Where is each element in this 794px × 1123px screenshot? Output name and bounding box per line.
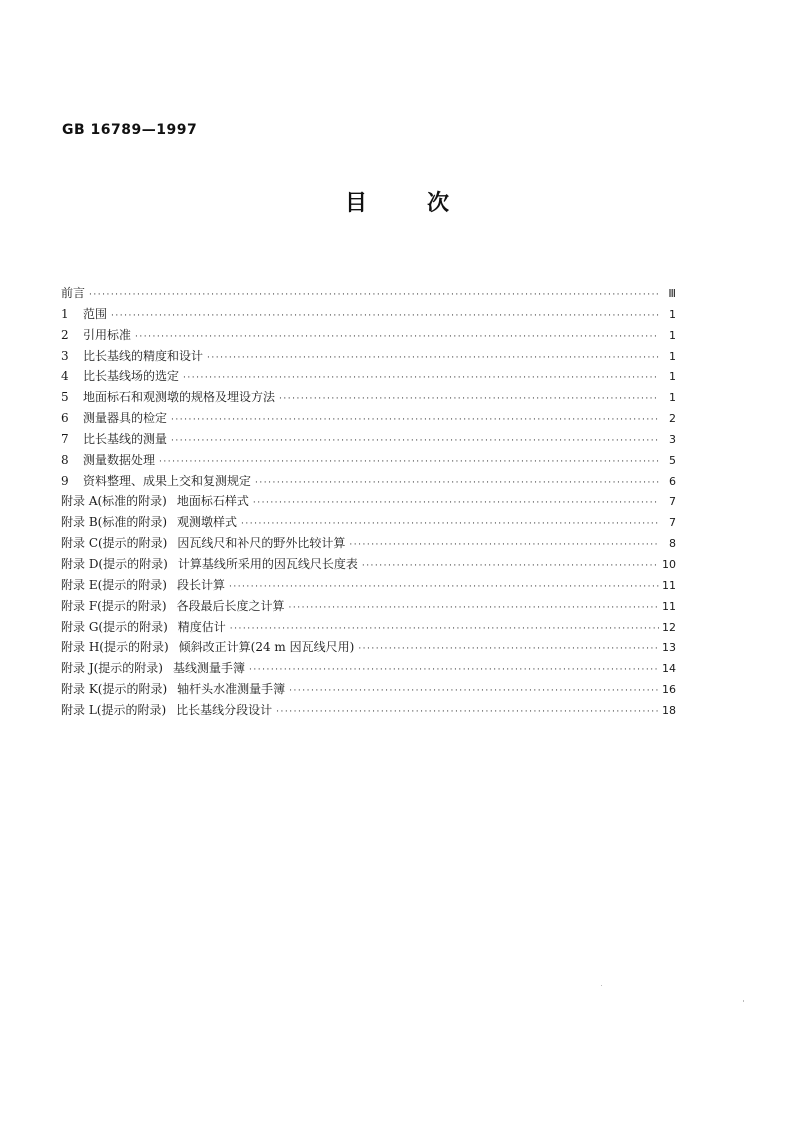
appendix-label: 附录 D(提示的附录) <box>61 556 168 571</box>
toc-entry-text: 资料整理、成果上交和复测规定 <box>83 473 252 488</box>
scan-speck <box>601 985 602 986</box>
toc-entry-text <box>61 512 237 533</box>
toc-entry-text <box>61 554 358 575</box>
toc-page-number: 1 <box>669 307 676 321</box>
toc-leader <box>135 327 659 348</box>
toc-page-number: 13 <box>662 641 676 655</box>
toc-entry-text <box>61 700 272 721</box>
toc-entry-text: 范围 <box>83 306 108 321</box>
appendix-title: 观测墩样式 <box>177 515 238 530</box>
toc-entry-text: 引用标准 <box>83 327 132 342</box>
appendix-label: 附录 E(提示的附录) <box>61 577 167 592</box>
toc-leader <box>358 639 659 660</box>
appendix-label: 附录 K(提示的附录) <box>61 682 168 697</box>
toc-entry-9[interactable] <box>61 471 676 492</box>
toc-page-number: 6 <box>669 474 676 488</box>
toc-entry-text <box>61 575 225 596</box>
toc-entry-text: 比长基线的精度和设计 <box>83 348 204 363</box>
title-char-1: 目 <box>344 191 367 216</box>
toc-page-number: 3 <box>669 432 676 446</box>
toc-entry-number: 5 <box>61 390 69 405</box>
appendix-title: 基线测量手簿 <box>173 661 246 676</box>
toc-leader <box>249 660 659 681</box>
toc-entry-text <box>61 491 249 512</box>
toc-entry-text <box>61 596 285 617</box>
toc-leader <box>183 368 659 389</box>
toc-entry-text: 地面标石和观测墩的规格及埋设方法 <box>83 390 276 405</box>
toc-entry-number: 3 <box>61 348 69 363</box>
toc-entry-text <box>61 617 226 638</box>
toc-leader <box>289 681 659 702</box>
toc-entry-number: 2 <box>61 327 69 342</box>
toc-page-number: 7 <box>669 495 676 509</box>
toc-entry-appendix-g[interactable] <box>61 617 676 638</box>
toc-page-number: 16 <box>662 683 676 697</box>
toc-entry-text <box>61 637 354 658</box>
toc-entry-appendix-f[interactable] <box>61 596 676 617</box>
toc-page-number: 5 <box>669 453 676 467</box>
toc-entry-text: 测量数据处理 <box>83 452 156 467</box>
toc-entry-text: 测量器具的检定 <box>83 411 168 426</box>
appendix-title: 精度估计 <box>177 619 226 634</box>
appendix-title: 倾斜改正计算(24 m 因瓦线尺用) <box>178 640 355 655</box>
standard-number: GB 16789—1997 <box>62 122 198 138</box>
appendix-title: 因瓦线尺和补尺的野外比较计算 <box>177 536 346 551</box>
toc-entry-text <box>61 533 345 554</box>
toc-leader <box>171 431 659 452</box>
scan-speck <box>743 1000 744 1002</box>
toc-entry-number: 7 <box>61 431 69 446</box>
toc-leader <box>89 285 659 306</box>
toc-entry-3[interactable] <box>61 346 676 367</box>
toc-leader <box>230 619 659 640</box>
toc-entry-foreword[interactable] <box>61 283 676 304</box>
toc-entry-text <box>61 679 285 700</box>
toc-leader <box>159 452 659 473</box>
toc-entry-appendix-a[interactable] <box>61 491 676 512</box>
appendix-label: 附录 F(提示的附录) <box>61 598 167 613</box>
toc-entry-8[interactable] <box>61 450 676 471</box>
toc-entry-text: 比长基线场的选定 <box>83 369 180 384</box>
appendix-label: 附录 H(提示的附录) <box>61 640 169 655</box>
appendix-label: 附录 G(提示的附录) <box>61 619 168 634</box>
toc-page-number: 7 <box>669 516 676 530</box>
appendix-title: 段长计算 <box>176 577 225 592</box>
appendix-label: 附录 J(提示的附录) <box>61 661 163 676</box>
toc-page-number: 1 <box>669 328 676 342</box>
toc-entry-5[interactable] <box>61 387 676 408</box>
toc-page-number: Ⅲ <box>668 287 676 300</box>
appendix-label: 附录 L(提示的附录) <box>61 702 167 717</box>
toc-entry-number: 9 <box>61 473 69 488</box>
toc-page-number: 2 <box>669 412 676 426</box>
toc-page-number: 18 <box>662 703 676 717</box>
toc-page-number: 11 <box>662 578 676 592</box>
toc-leader <box>279 389 659 410</box>
toc-entry-text <box>61 658 245 679</box>
appendix-title: 轴杆头水准测量手簿 <box>177 682 286 697</box>
toc-leader <box>289 598 659 619</box>
toc-entry-appendix-h[interactable] <box>61 637 676 658</box>
appendix-label: 附录 B(标准的附录) <box>61 515 167 530</box>
page-title <box>0 186 794 217</box>
toc-leader <box>207 348 659 369</box>
toc-entry-appendix-d[interactable] <box>61 554 676 575</box>
toc-entry-appendix-l[interactable] <box>61 700 676 721</box>
toc-page-number: 11 <box>662 599 676 613</box>
appendix-title: 地面标石样式 <box>176 494 249 509</box>
toc-entry-number: 6 <box>61 411 69 426</box>
toc-leader <box>255 473 659 494</box>
toc-entry-7[interactable] <box>61 429 676 450</box>
toc-entry-number: 4 <box>61 369 69 384</box>
toc-entry-number: 1 <box>61 306 69 321</box>
toc-entry-text: 前言 <box>61 286 86 300</box>
toc-entry-appendix-e[interactable] <box>61 575 676 596</box>
appendix-label: 附录 C(提示的附录) <box>61 536 168 551</box>
toc-leader <box>253 493 659 514</box>
toc-page-number: 8 <box>669 537 676 551</box>
toc-entry-appendix-b[interactable] <box>61 512 676 533</box>
toc-page-number: 1 <box>669 370 676 384</box>
appendix-title: 计算基线所采用的因瓦线尺长度表 <box>177 556 358 571</box>
toc-entry-6[interactable] <box>61 408 676 429</box>
title-char-2: 次 <box>427 191 450 216</box>
toc-entry-appendix-c[interactable] <box>61 533 676 554</box>
toc-page-number: 10 <box>662 557 676 571</box>
toc-page-number: 1 <box>669 391 676 405</box>
appendix-title: 各段最后长度之计算 <box>176 598 285 613</box>
toc-entry-appendix-j[interactable] <box>61 658 676 679</box>
toc-leader <box>362 556 659 577</box>
toc-page-number: 1 <box>669 349 676 363</box>
table-of-contents <box>61 283 676 721</box>
toc-leader <box>229 577 659 598</box>
toc-entry-appendix-k[interactable] <box>61 679 676 700</box>
appendix-label: 附录 A(标准的附录) <box>61 494 167 509</box>
toc-leader <box>111 306 659 327</box>
toc-leader <box>349 535 659 556</box>
toc-page-number: 12 <box>662 620 676 634</box>
appendix-title: 比长基线分段设计 <box>176 702 273 717</box>
toc-leader <box>171 410 659 431</box>
toc-entry-number: 8 <box>61 452 69 467</box>
toc-entry-text: 比长基线的测量 <box>83 431 168 446</box>
toc-entry-4[interactable] <box>61 366 676 387</box>
toc-leader <box>276 702 659 723</box>
toc-entry-1[interactable] <box>61 304 676 325</box>
toc-leader <box>241 514 659 535</box>
toc-entry-2[interactable] <box>61 325 676 346</box>
toc-page-number: 14 <box>662 662 676 676</box>
